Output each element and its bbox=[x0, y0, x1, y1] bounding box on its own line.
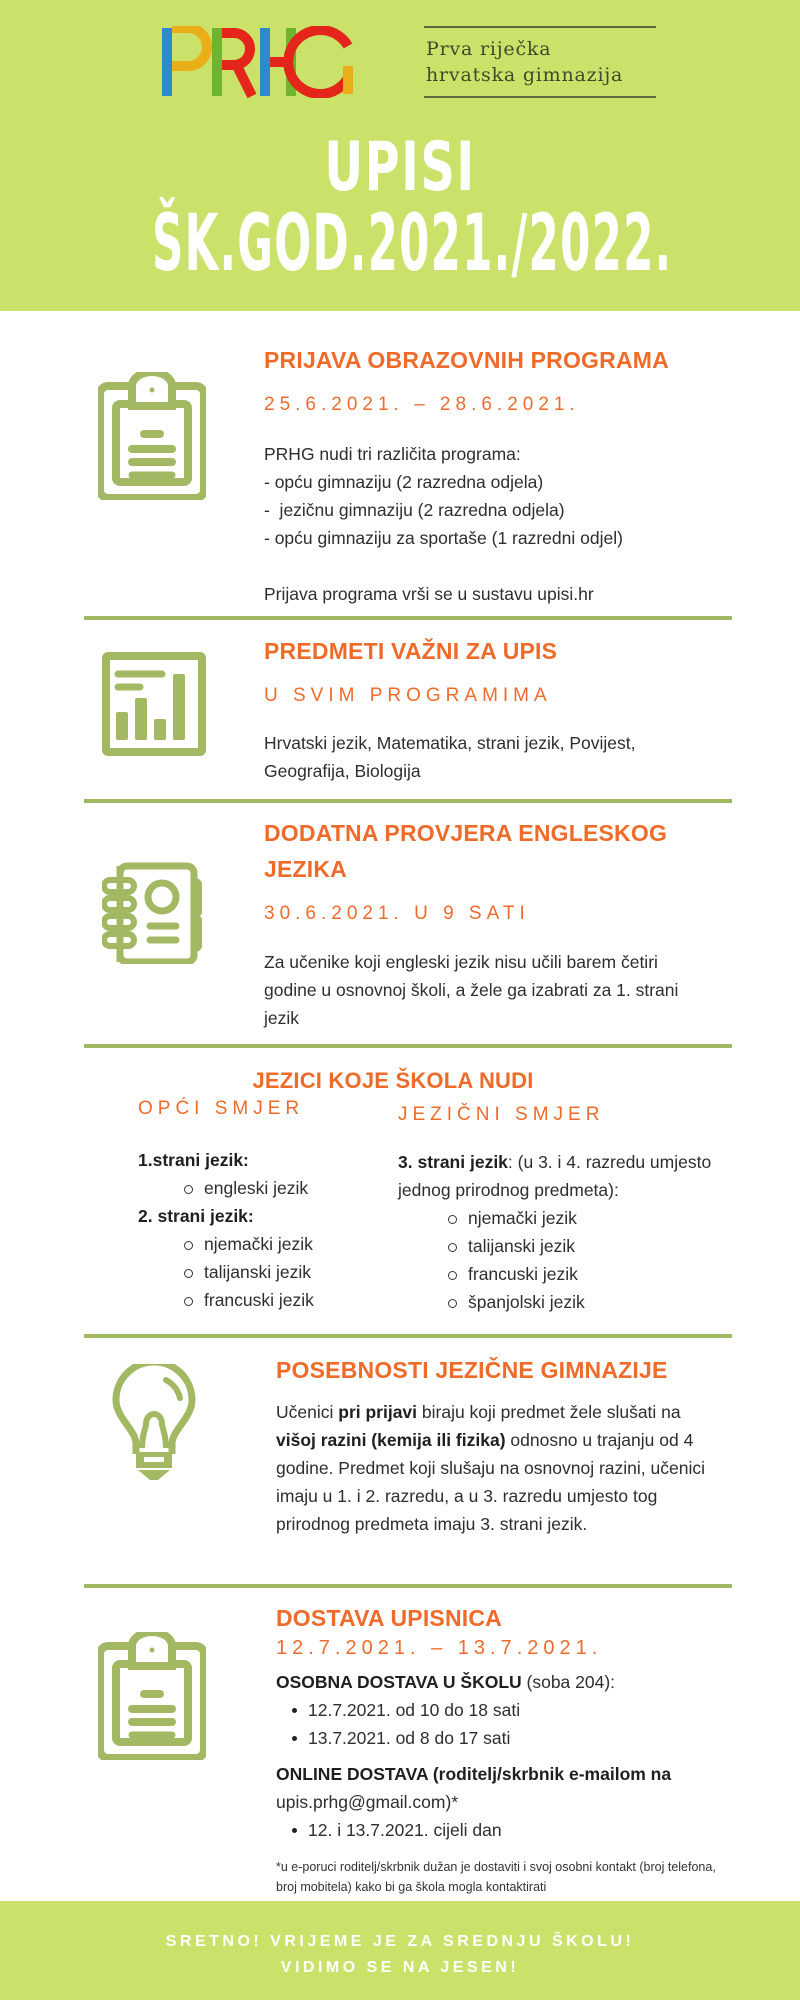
section-title-dostava: DOSTAVA UPISNICA bbox=[276, 1605, 502, 1631]
language-item: talijanski jezik bbox=[182, 1258, 378, 1286]
notebook-icon bbox=[102, 862, 202, 964]
prijava-note: Prijava programa vrši se u sustavu upisi.hr bbox=[264, 584, 594, 604]
bar-chart-icon bbox=[102, 652, 206, 756]
section-title-provjera-line2: JEZIKA bbox=[264, 856, 347, 882]
second-language-label: 2. strani jezik: bbox=[138, 1206, 254, 1226]
predmeti-body: Hrvatski jezik, Matematika, strani jezik, Povijest, Geografija, Biologija bbox=[264, 733, 636, 781]
section-subtitle-provjera: 30.6.2021. U 9 SATI bbox=[264, 903, 530, 924]
language-item: španjolski jezik bbox=[446, 1288, 738, 1316]
header-banner bbox=[0, 0, 800, 311]
language-item: engleski jezik bbox=[182, 1174, 378, 1202]
section-title-predmeti: PREDMETI VAŽNI ZA UPIS bbox=[264, 638, 558, 664]
prhg-logo bbox=[160, 26, 360, 98]
jezicni-smjer-list bbox=[398, 1148, 738, 1316]
school-name-line1: Prva riječka bbox=[426, 38, 552, 60]
language-item: talijanski jezik bbox=[446, 1232, 738, 1260]
opci-smjer-list bbox=[138, 1146, 378, 1314]
language-item: njemački jezik bbox=[182, 1230, 378, 1258]
delivery-time-item: 12.7.2021. od 10 do 18 sati bbox=[276, 1696, 736, 1724]
third-language-label: 3. strani jezik: (u 3. i 4. razredu umjesto jednog prirodnog predmeta): bbox=[398, 1152, 712, 1200]
section-divider bbox=[84, 1584, 732, 1588]
language-item: njemački jezik bbox=[446, 1204, 738, 1232]
section-title-provjera-line1: DODATNA PROVJERA ENGLESKOG bbox=[264, 820, 668, 846]
prijava-intro: PRHG nudi tri različita programa: bbox=[264, 444, 521, 464]
section-title-posebnosti: POSEBNOSTI JEZIČNE GIMNAZIJE bbox=[276, 1357, 668, 1383]
first-language-label: 1.strani jezik: bbox=[138, 1150, 249, 1170]
language-item: francuski jezik bbox=[182, 1286, 378, 1314]
jezicni-smjer-heading: JEZIČNI SMJER bbox=[398, 1104, 605, 1125]
section-divider bbox=[84, 1334, 732, 1338]
section-title-jezici bbox=[0, 1063, 800, 1099]
osobna-dostava-label: OSOBNA DOSTAVA U ŠKOLU (soba 204): bbox=[276, 1672, 616, 1692]
program-item: - opću gimnaziju za sportaše (1 razredni odjel) bbox=[264, 528, 623, 548]
delivery-time-item: 12. i 13.7.2021. cijeli dan bbox=[276, 1816, 736, 1844]
section-subtitle-predmeti: U SVIM PROGRAMIMA bbox=[264, 685, 552, 706]
provjera-body: Za učenike koji engleski jezik nisu učili barem četiri godine u osnovnoj školi, a žele ga izabrati za 1. strani jezik bbox=[264, 952, 679, 1028]
section-subtitle-prijava: 25.6.2021. – 28.6.2021. bbox=[264, 394, 580, 415]
jezici-title: JEZICI KOJE ŠKOLA NUDI bbox=[252, 1068, 534, 1093]
footer-line2: VIDIMO SE NA JESEN! bbox=[280, 1959, 520, 1976]
section-divider bbox=[84, 799, 732, 803]
page-title-line1: UPISI bbox=[324, 128, 476, 207]
program-item: - jezičnu gimnaziju (2 razredna odjela) bbox=[264, 500, 565, 520]
clipboard-icon bbox=[98, 1632, 206, 1760]
footer-line1: SRETNO! VRIJEME JE ZA SREDNJU ŠKOLU! bbox=[165, 1933, 635, 1950]
prijava-body bbox=[264, 440, 724, 608]
dostava-body bbox=[276, 1668, 736, 1844]
footer-banner bbox=[0, 1901, 800, 2000]
section-title-prijava: PRIJAVA OBRAZOVNIH PROGRAMA bbox=[264, 347, 669, 373]
language-item: francuski jezik bbox=[446, 1260, 738, 1288]
section-divider bbox=[84, 616, 732, 620]
section-subtitle-dostava: 12.7.2021. – 13.7.2021. bbox=[276, 1637, 603, 1659]
clipboard-icon bbox=[98, 372, 206, 500]
opci-smjer-heading: OPĆI SMJER bbox=[138, 1098, 305, 1119]
school-name bbox=[424, 26, 656, 98]
program-item: - opću gimnaziju (2 razredna odjela) bbox=[264, 472, 544, 492]
lightbulb-icon bbox=[112, 1364, 196, 1482]
delivery-time-item: 13.7.2021. od 8 do 17 sati bbox=[276, 1724, 736, 1752]
online-dostava-email[interactable]: upis.prhg@gmail.com)* bbox=[276, 1792, 459, 1812]
dostava-footnote: *u e-poruci roditelj/skrbnik dužan je dostaviti i svoj osobni kontakt (broj telefona, broj mobitela) kako bi ga škola mogla kontaktirati bbox=[276, 1860, 716, 1894]
school-name-line2: hrvatska gimnazija bbox=[426, 64, 624, 86]
online-dostava-label: ONLINE DOSTAVA (roditelj/skrbnik e-mailom na bbox=[276, 1764, 672, 1784]
page-title-line2: ŠK.GOD.2021./2022. bbox=[152, 199, 673, 289]
posebnosti-body: Učenici pri prijavi biraju koji predmet žele slušati na višoj razini (kemija ili fizika) odnosno u trajanju od 4 godine. Predmet koji slušaju na osnovnoj razini, učenici imaju u 1. i 2. razredu, a u 3. razredu umjesto tog prirodnog predmeta imaju 3. strani jezik. bbox=[276, 1402, 705, 1534]
prhg-logo-icon bbox=[160, 26, 360, 98]
section-divider bbox=[84, 1044, 732, 1048]
